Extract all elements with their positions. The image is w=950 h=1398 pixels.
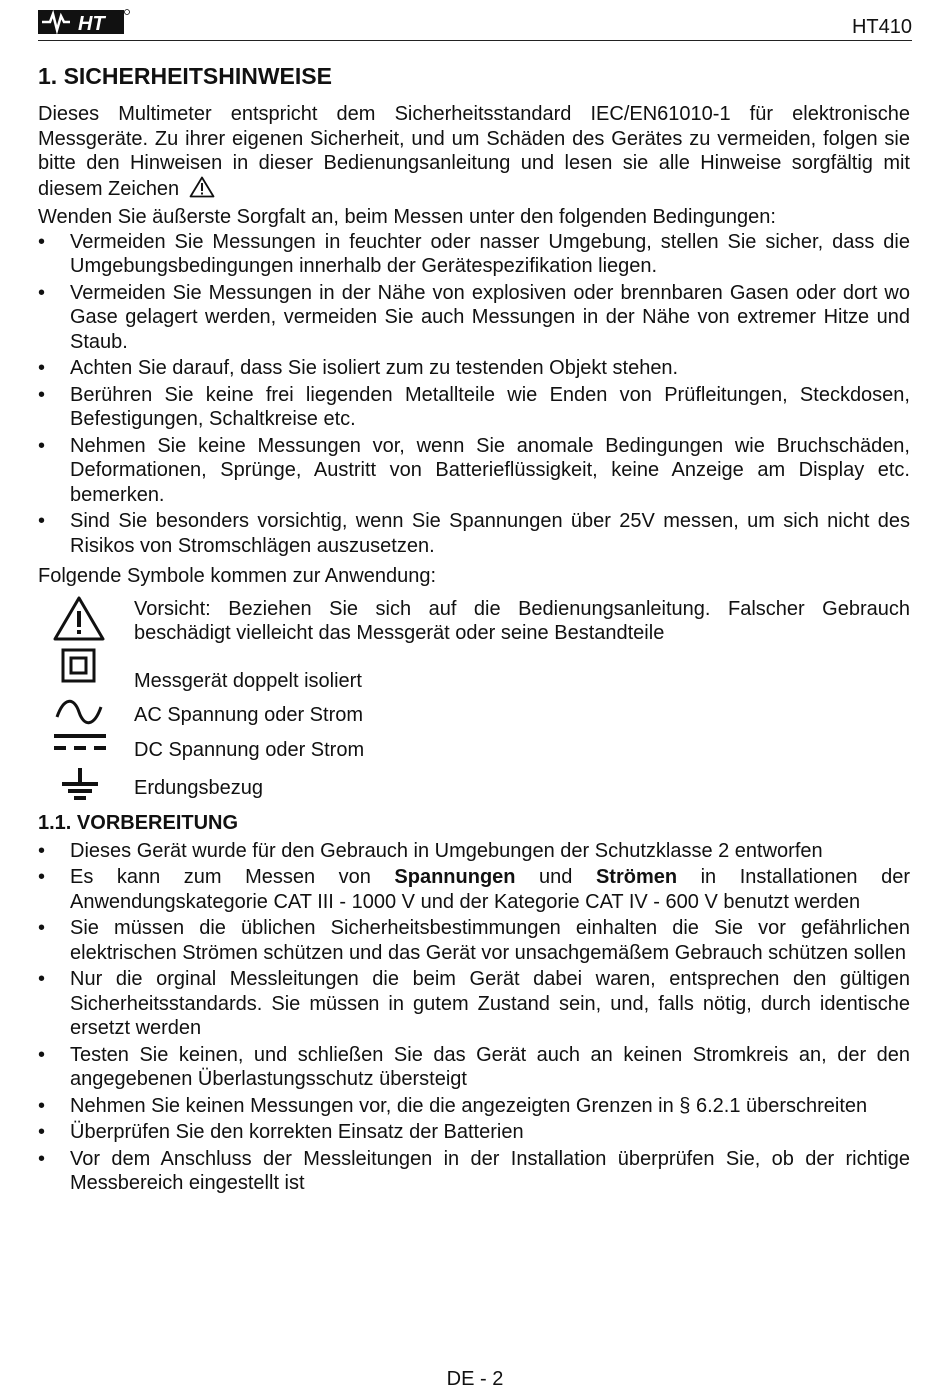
symbol-row-ac	[38, 703, 910, 728]
list-item: • Vermeiden Sie Messungen in feuchter oder nasser Umgebung, stellen Sie sicher, dass die Umgebungsbedingungen innerhalb der Gerätespezifikation liegen.	[38, 230, 910, 277]
ht-logo-icon	[38, 6, 130, 36]
conditions-list	[38, 230, 910, 559]
bullet: •	[38, 968, 46, 990]
section-title: 1. SICHERHEITSHINWEISE	[38, 63, 332, 89]
list-item: • Nehmen Sie keine Messungen vor, wenn Sie anomale Bedingungen wie Bruchschäden, Deformationen, Sprünge, Austritt von Batterieflüssigkeit, keine Anzeige am Display etc. bemerken.	[38, 434, 910, 506]
bullet: •	[38, 917, 46, 939]
bullet: •	[38, 1094, 46, 1117]
symbol-row-warning	[38, 597, 910, 651]
bullet: •	[38, 839, 46, 862]
symbol-text: AC Spannung oder Strom	[134, 704, 364, 726]
model-name: HT410	[851, 16, 912, 38]
list-item: • Nehmen Sie keinen Messungen vor, die die angezeigten Grenzen in § 6.2.1 überschreiten	[38, 1094, 868, 1117]
list-item: • Es kann zum Messen von Spannungen und Strömen in Installationen der Anwendungskategorie CAT III - 1000 V und der Kategorie CAT IV - 600 V benutzt werden	[38, 866, 910, 913]
bullet: •	[38, 434, 46, 457]
bullet: •	[38, 357, 46, 379]
page-header	[38, 4, 912, 41]
ground-icon	[60, 768, 100, 804]
list-item: • Vor dem Anschluss der Messleitungen in der Installation überprüfen Sie, ob der richtige Messbereich eingestellt ist	[38, 1147, 910, 1194]
bold-term: Spannungen	[394, 866, 516, 888]
bold-term: Strömen	[595, 866, 678, 888]
list-item: • Achten Sie darauf, dass Sie isoliert zum zu testenden Objekt stehen.	[38, 357, 679, 379]
symbol-text: DC Spannung oder Strom	[134, 738, 365, 761]
preparation-list	[38, 839, 910, 1196]
list-item: • Dieses Gerät wurde für den Gebrauch in Umgebungen der Schutzklasse 2 entworfen	[38, 839, 823, 862]
symbol-text: Erdungsbezug	[134, 777, 263, 799]
symbol-text: Vorsicht: Beziehen Sie sich auf die Bedienungsanleitung. Falscher Gebrauch beschädigt vielleicht das Messgerät oder seine Bestandteile	[134, 597, 910, 644]
bullet: •	[38, 230, 46, 253]
symbol-row-ground	[38, 776, 910, 801]
list-item: • Überprüfen Sie den korrekten Einsatz der Batterien	[38, 1121, 524, 1143]
list-item: • Sind Sie besonders vorsichtig, wenn Sie Spannungen über 25V messen, um sich nicht des Risikos von Stromschlägen auszusetzen.	[38, 510, 910, 557]
page-number: DE - 2	[446, 1368, 504, 1390]
bullet: •	[38, 510, 46, 532]
list-item: • Sie müssen die üblichen Sicherheitsbestimmungen einhalten die Sie vor gefährlichen elektrischen Strömen schützen und das Gerät vor unsachgemäßem Gebrauch schützen sollen	[38, 917, 910, 964]
subsection-title: 1.1. VORBEREITUNG	[38, 811, 239, 834]
logo-text: HT	[78, 13, 105, 35]
bullet: •	[38, 281, 46, 304]
list-item: • Testen Sie keinen, und schließen Sie das Gerät auch an keinen Stromkreis an, der den angegebenen Überlastungsschutz übersteigt	[38, 1043, 910, 1090]
bullet: •	[38, 1121, 46, 1143]
warning-triangle-icon	[189, 176, 215, 198]
warning-triangle-icon	[52, 595, 106, 643]
list-item: • Nur die orginal Messleitungen die beim Gerät dabei waren, entsprechen den gültigen Sicherheitsstandards. Sie müssen in gutem Zustand sein, und, falls nötig, durch identische ersetzt werden	[38, 968, 910, 1039]
conditions-intro: Wenden Sie äußerste Sorgfalt an, beim Messen unter den folgenden Bedingungen:	[38, 206, 776, 228]
list-item: • Vermeiden Sie Messungen in der Nähe von explosiven oder brennbaren Gasen oder dort wo Gase gelagert werden, vermeiden Sie auch Messungen in der Nähe von extremer Hitze und Staub.	[38, 281, 910, 353]
symbol-row-double-insulation	[38, 669, 910, 694]
document-body	[38, 62, 910, 1198]
double-insulation-icon	[60, 647, 100, 687]
list-item: • Berühren Sie keine frei liegenden Metallteile wie Enden von Prüfleitungen, Steckdosen, Befestigungen, Schaltkreise etc.	[38, 383, 910, 430]
intro-text: Dieses Multimeter entspricht dem Sicherheitsstandard IEC/EN61010-1 für elektronische Messgeräte. Zu ihrer eigenen Sicherheit, und um Schäden des Gerätes zu vermeiden, folgen sie bitte den Hinweisen in dieser Bedienungsanleitung und lesen sie alle Hinweise sorgfältig mit diesem Zeichen	[38, 103, 910, 200]
symbol-row-dc	[38, 738, 910, 763]
bullet: •	[38, 866, 46, 888]
intro-paragraph	[38, 102, 910, 201]
dc-icon	[52, 732, 108, 754]
symbol-text: Messgerät doppelt isoliert	[134, 669, 362, 692]
symbols-intro: Folgende Symbole kommen zur Anwendung:	[38, 565, 437, 587]
bullet: •	[38, 383, 46, 406]
ac-wave-icon	[54, 699, 104, 725]
bullet: •	[38, 1043, 46, 1066]
bullet: •	[38, 1147, 46, 1170]
